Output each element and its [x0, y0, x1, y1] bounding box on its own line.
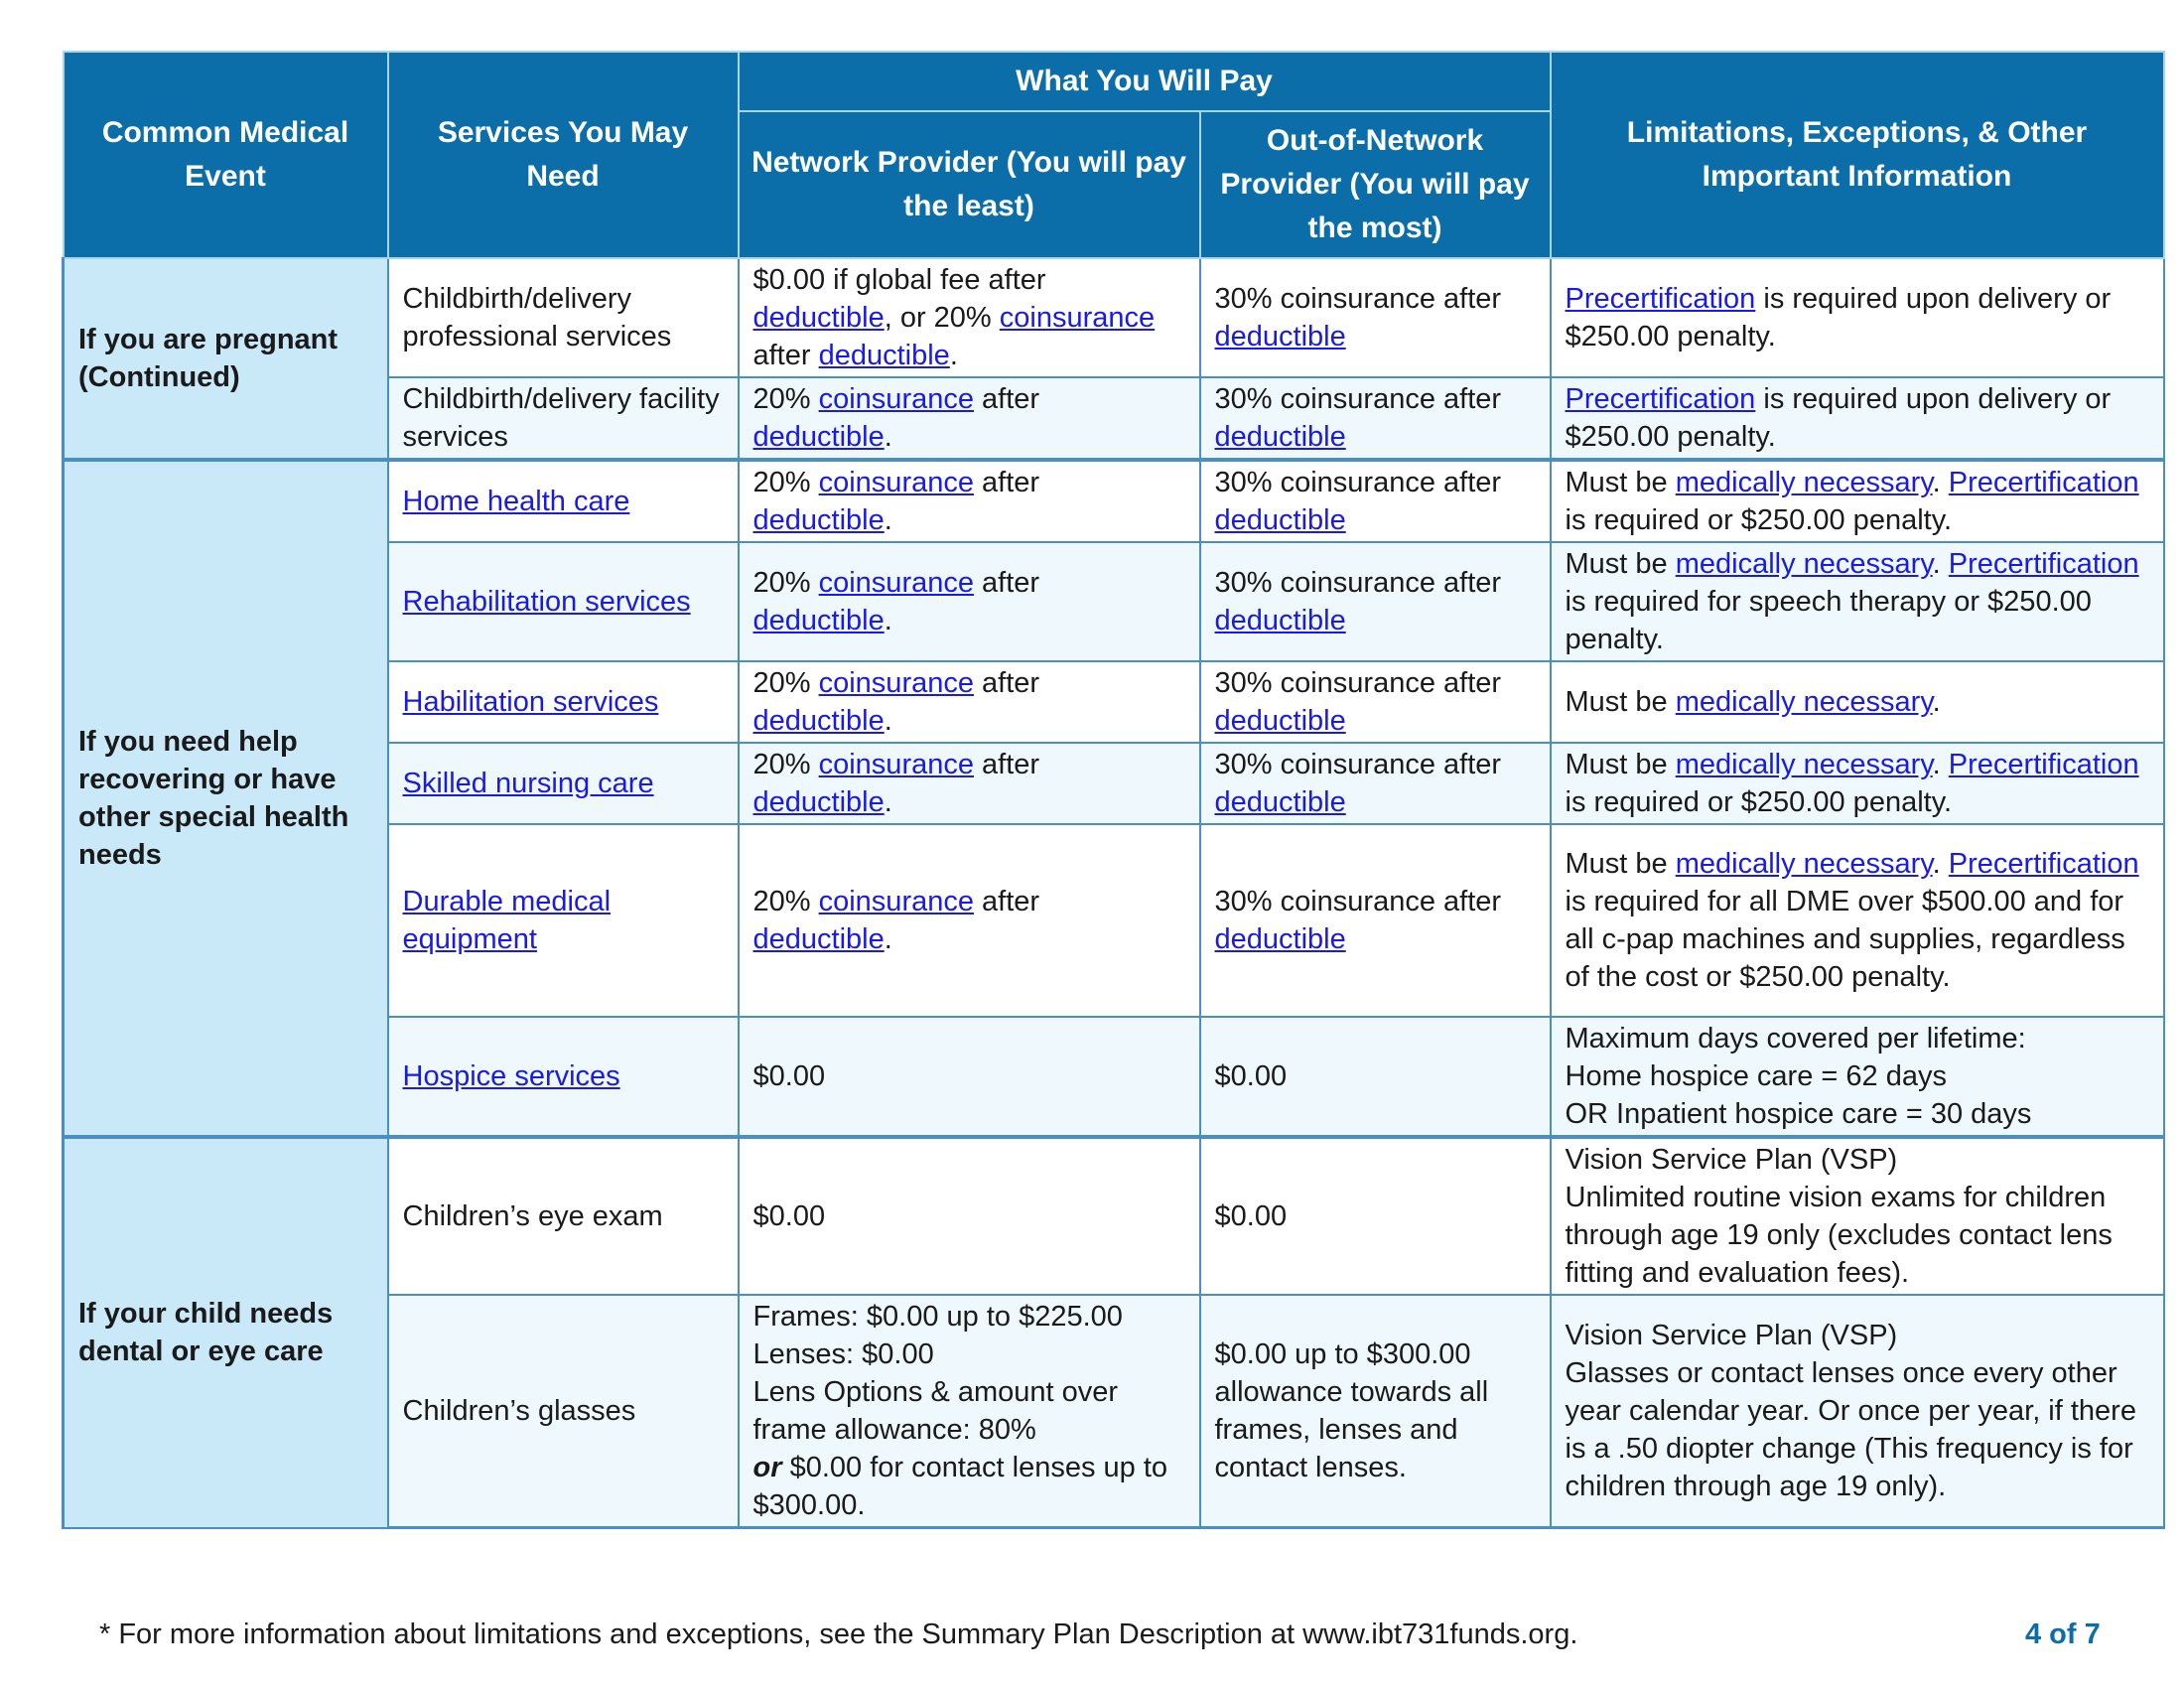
- deductible-link[interactable]: deductible: [752, 705, 885, 737]
- deductible-link[interactable]: deductible: [752, 302, 885, 334]
- network-cell: $0.00 if global fee after deductible, or 20% coinsurance after deductible.: [739, 258, 1200, 377]
- limits-line: Unlimited routine vision exams for children through age 19 only (excludes contact lens fitting and evaluation fees).: [1565, 1182, 2113, 1289]
- service-cell: Children’s eye exam: [388, 1137, 739, 1295]
- limits-line: Maximum days covered per lifetime:: [1565, 1023, 2026, 1055]
- network-line: Lens Options & amount over frame allowance: 80%: [752, 1376, 1119, 1446]
- deductible-link[interactable]: deductible: [818, 340, 950, 371]
- coinsurance-link[interactable]: coinsurance: [818, 667, 974, 699]
- network-cell: $0.00: [739, 1017, 1200, 1137]
- network-cell: 20% coinsurance after deductible.: [739, 661, 1200, 743]
- limits-cell: Must be medically necessary. Precertification is required for all DME over $500.00 and for all c-pap machines and supplies, regardless of the cost or $250.00 penalty.: [1551, 824, 2164, 1017]
- limits-cell: Must be medically necessary. Precertification is required for speech therapy or $250.00 penalty.: [1551, 542, 2164, 661]
- service-cell: [388, 460, 739, 542]
- deductible-link[interactable]: deductible: [1214, 923, 1346, 955]
- header-common-medical-event: Common Medical Event: [64, 52, 388, 258]
- precertification-link[interactable]: Precertification: [1565, 283, 1756, 315]
- service-cell: [388, 1017, 739, 1137]
- limits-cell: [1551, 1017, 2164, 1137]
- medically-necessary-link[interactable]: medically necessary: [1675, 467, 1933, 498]
- out-network-cell: $0.00: [1200, 1137, 1551, 1295]
- network-line: Lenses: $0.00: [752, 1338, 934, 1370]
- event-pregnant: If you are pregnant (Continued): [64, 258, 388, 460]
- header-services: Services You May Need: [388, 52, 739, 258]
- network-cell: 20% coinsurance after deductible.: [739, 743, 1200, 824]
- habilitation-services-link[interactable]: Habilitation services: [402, 686, 659, 718]
- limits-cell: Must be medically necessary. Precertification is required or $250.00 penalty.: [1551, 460, 2164, 542]
- service-cell: Childbirth/delivery professional services: [388, 258, 739, 377]
- hospice-services-link[interactable]: Hospice services: [402, 1060, 620, 1092]
- network-cell: $0.00: [739, 1137, 1200, 1295]
- limits-line: Vision Service Plan (VSP): [1565, 1320, 1898, 1351]
- network-cell: 20% coinsurance after deductible.: [739, 460, 1200, 542]
- footer-note: * For more information about limitations and exceptions, see the Summary Plan Description at www.ibt731funds.org.: [99, 1618, 1578, 1650]
- out-network-cell: $0.00 up to $300.00 allowance towards all frames, lenses and contact lenses.: [1200, 1295, 1551, 1528]
- table-row: [64, 258, 2164, 377]
- precertification-link[interactable]: Precertification: [1948, 848, 2139, 880]
- deductible-link[interactable]: deductible: [1214, 705, 1346, 737]
- coinsurance-link[interactable]: coinsurance: [818, 383, 974, 415]
- home-health-care-link[interactable]: Home health care: [402, 486, 630, 517]
- network-line: [753, 1449, 1185, 1524]
- precertification-link[interactable]: Precertification: [1948, 548, 2139, 580]
- service-cell: [388, 824, 739, 1017]
- medically-necessary-link[interactable]: medically necessary: [1675, 749, 1933, 780]
- out-network-cell: 30% coinsurance after deductible: [1200, 460, 1551, 542]
- service-cell: [388, 542, 739, 661]
- limits-cell: [1551, 1295, 2164, 1528]
- limits-line: Vision Service Plan (VSP): [1565, 1144, 1898, 1176]
- precertification-link[interactable]: Precertification: [1948, 749, 2139, 780]
- skilled-nursing-care-link[interactable]: Skilled nursing care: [402, 768, 654, 799]
- medically-necessary-link[interactable]: medically necessary: [1675, 686, 1933, 718]
- limits-cell: Precertification is required upon delivery or $250.00 penalty.: [1551, 377, 2164, 460]
- rehabilitation-services-link[interactable]: Rehabilitation services: [402, 586, 691, 618]
- medically-necessary-link[interactable]: medically necessary: [1675, 848, 1933, 880]
- limits-cell: Precertification is required upon delivery or $250.00 penalty.: [1551, 258, 2164, 377]
- benefits-table: [62, 51, 2165, 1529]
- deductible-link[interactable]: deductible: [1214, 321, 1346, 352]
- out-network-cell: $0.00: [1200, 1017, 1551, 1137]
- event-recovering: If you need help recovering or have other special health needs: [64, 460, 388, 1137]
- service-cell: [388, 743, 739, 824]
- service-cell: Children’s glasses: [388, 1295, 739, 1528]
- table-header-row: [64, 52, 2164, 111]
- deductible-link[interactable]: deductible: [1214, 421, 1346, 453]
- durable-medical-equipment-link[interactable]: Durable medical equipment: [402, 886, 612, 955]
- header-network-provider: Network Provider (You will pay the least): [739, 111, 1200, 258]
- coinsurance-link[interactable]: coinsurance: [999, 302, 1156, 334]
- deductible-link[interactable]: deductible: [752, 786, 885, 818]
- service-cell: [388, 661, 739, 743]
- limits-line: Glasses or contact lenses once every other year calendar year. Or once per year, if there is a .50 diopter change (This frequency is for children through age 19 only).: [1565, 1357, 2136, 1502]
- out-network-cell: 30% coinsurance after deductible: [1200, 824, 1551, 1017]
- limits-cell: Must be medically necessary. Precertification is required or $250.00 penalty.: [1551, 743, 2164, 824]
- limits-line: Home hospice care = 62 days: [1565, 1060, 1947, 1092]
- out-network-cell: 30% coinsurance after deductible: [1200, 258, 1551, 377]
- deductible-link[interactable]: deductible: [1214, 504, 1346, 536]
- page-number: 4 of 7: [2025, 1618, 2101, 1650]
- network-cell: [739, 1295, 1200, 1528]
- deductible-link[interactable]: deductible: [752, 923, 885, 955]
- deductible-link[interactable]: deductible: [1214, 605, 1346, 636]
- medically-necessary-link[interactable]: medically necessary: [1675, 548, 1933, 580]
- deductible-link[interactable]: deductible: [752, 605, 885, 636]
- deductible-link[interactable]: deductible: [752, 504, 885, 536]
- service-cell: Childbirth/delivery facility services: [388, 377, 739, 460]
- out-network-cell: 30% coinsurance after deductible: [1200, 743, 1551, 824]
- limits-line: OR Inpatient hospice care = 30 days: [1565, 1098, 2032, 1130]
- network-tail: $0.00 for contact lenses up to $300.00.: [752, 1452, 1168, 1521]
- out-network-cell: 30% coinsurance after deductible: [1200, 542, 1551, 661]
- coinsurance-link[interactable]: coinsurance: [818, 567, 974, 599]
- header-limitations: Limitations, Exceptions, & Other Important Information: [1551, 52, 2164, 258]
- deductible-link[interactable]: deductible: [752, 421, 885, 453]
- event-child-dental-eye: If your child needs dental or eye care: [64, 1137, 388, 1528]
- network-cell: 20% coinsurance after deductible.: [739, 824, 1200, 1017]
- header-what-you-will-pay: What You Will Pay: [739, 52, 1551, 111]
- precertification-link[interactable]: Precertification: [1948, 467, 2139, 498]
- network-line: Frames: $0.00 up to $225.00: [752, 1301, 1123, 1333]
- limits-cell: [1551, 1137, 2164, 1295]
- header-out-of-network-provider: Out-of-Network Provider (You will pay the most): [1200, 111, 1551, 258]
- network-cell: 20% coinsurance after deductible.: [739, 377, 1200, 460]
- coinsurance-link[interactable]: coinsurance: [818, 886, 974, 917]
- precertification-link[interactable]: Precertification: [1565, 383, 1756, 415]
- coinsurance-link[interactable]: coinsurance: [818, 749, 974, 780]
- deductible-link[interactable]: deductible: [1214, 786, 1346, 818]
- out-network-cell: 30% coinsurance after deductible: [1200, 661, 1551, 743]
- table-row: [64, 1137, 2164, 1295]
- or-word: or: [752, 1452, 782, 1483]
- network-cell: 20% coinsurance after deductible.: [739, 542, 1200, 661]
- table-row: [64, 460, 2164, 542]
- limits-cell: Must be medically necessary.: [1551, 661, 2164, 743]
- out-network-cell: 30% coinsurance after deductible: [1200, 377, 1551, 460]
- coinsurance-link[interactable]: coinsurance: [818, 467, 974, 498]
